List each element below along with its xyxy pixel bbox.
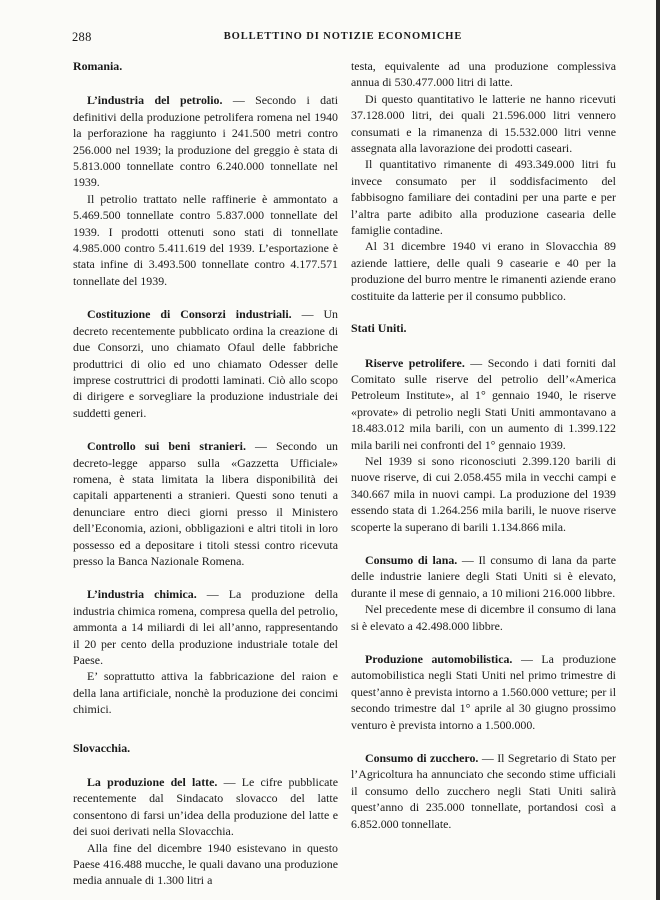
article-consorzi-p1: Costituzione di Consorzi industriali. — Un decreto recentemente pubblicato ordina la creazione di due Consorzi, uno chiamato Ofaul delle fabbriche produttrici di olio ed uno chiamato Odesser delle imprese costruttrici di prodotti laminati. Ciò allo scopo di dirigere e sorvegliare la produzione industriale dei suddetti generi.: [73, 307, 338, 420]
article-title-chimica: L’industria chimica.: [87, 587, 197, 602]
article-lana-p2: Nel precedente mese di dicembre il consumo di lana si è elevato a 42.498.000 libbre.: [351, 602, 616, 633]
article-petrolio-p1: L’industria del petrolio. — Secondo i dati definitivi della produzione petrolifera romena nel 1940 la perforazione ha raggiunto i 241.500 metri contro 256.000 nel 1939; la produzione del greggio è stata di 5.813.000 tonnellate contro 6.240.000 tonnellate nel 1939.: [73, 93, 338, 190]
article-latte-p1: La produzione del latte. — Le cifre pubblicate recentemente dal Sindacato slovacco del latte consentono di farsi un’idea della produzione del latte e dei suoi derivati nella Slovacchia.: [73, 775, 338, 839]
article-zucchero-p1: Consumo di zucchero. — Il Segretario di Stato per l’Agricoltura ha annunciato che secondo stime ufficiali il consumo dello zucchero negli Stati Uniti salirà quest’anno di 235.000 tonnellate, portandosi così a 6.852.000 tonnellate.: [351, 751, 617, 831]
section-title-romania: Romania.: [73, 59, 123, 73]
page-edge: [656, 0, 660, 900]
article-title-consorzi: Costituzione di Consorzi industriali.: [87, 307, 292, 322]
article-latte-p5: Al 31 dicembre 1940 vi erano in Slovacchia 89 aziende lattiere, delle quali 9 casearie e 40 per la produzione del burro mentre le rimanenti aziende erano costituite da latterie per il consumo pubblico.: [351, 239, 616, 303]
article-title-riserve: Riserve petrolifere.: [365, 355, 465, 370]
article-riserve-p2: Nel 1939 si sono riconosciuti 2.399.120 barili di nuove riserve, di cui 2.058.455 mila in vecchi campi e 340.667 mila in nuovi campi. La produzione del 1939 essendo stata di 1.264.256 mila barili, le nuove riserve scoperte la superano di barili 1.134.866 mila.: [351, 453, 616, 534]
article-controllo-p1: Controllo sui beni stranieri. — Secondo un decreto-legge apparso sulla «Gazzetta Ufficiale» romena, è stata limitata la libera disponibilità dei capitali appartenenti a stranieri. Questi sono tenuti a denunciare entro dieci giorni presso il Ministero dell’Economia, azioni, obbligazioni e altri titoli in loro possesso ed a depositare i titoli stessi contro ricevuta presso la Banca Nazionale Romena.: [73, 439, 338, 568]
running-title: BOLLETTINO DI NOTIZIE ECONOMICHE: [223, 31, 463, 42]
article-chimica-p1: L’industria chimica. — La produzione della industria chimica romena, compresa quella del petrolio, ammonta a 14 miliardi di lei all’anno, rappresentando il 20 per cento della produzione industriale totale del Paese.: [73, 587, 338, 667]
article-title-auto: Produzione automobilistica.: [365, 652, 513, 666]
page-header: [72, 30, 614, 50]
article-title-lana: Consumo di lana.: [365, 552, 458, 567]
section-title-slovacchia: Slovacchia.: [73, 740, 131, 755]
article-latte-p3: Di questo quantitativo le latterie ne hanno ricevuti 37.128.000 litri, dei quali 21.596.000 litri vennero consumati e la rimanenza di 15.532.000 litri venne assegnata alla lavorazione dei prodotti caseari.: [351, 91, 616, 156]
article-auto-p1: Produzione automobilistica. — La produzione automobilistica negli Stati Uniti nel primo trimestre di quest’anno è prevista intorno a 1.560.000 vetture; per il secondo trimestre dal 1° aprile al 30 giugno prossimo venturo è prevista intorno a 1.500.000.: [351, 652, 617, 732]
right-column: [351, 58, 616, 832]
article-petrolio-p2: Il petrolio trattato nelle raffinerie è ammontato a 5.469.500 tonnellate contro 5.837.000 tonnellate del 1939. I prodotti ottenuti sono stati di tonnellate 4.985.000 contro 5.411.619 del 1939. L’esportazione è stata infine di 3.493.500 tonnellate contro 4.177.571 tonnellate del 1939.: [73, 191, 338, 288]
article-chimica-p2: E’ soprattutto attiva la fabbricazione del raion e della lana artificiale, nonchè la produzione dei concimi chimici.: [73, 669, 338, 717]
left-column: [73, 58, 338, 889]
section-title-stati-uniti: Stati Uniti.: [351, 321, 407, 336]
article-riserve-p1: Riserve petrolifere. — Secondo i dati forniti dal Comitato sulle riserve del petrolio dell’«America Petroleum Institute», al 1° gennaio 1940, le riserve «provate» di petrolio negli Stati Uniti ammontavano a 18.483.012 mila barili, con un aumento di 1.399.122 mila barili nei confronti del 1° gennaio 1939.: [351, 355, 616, 452]
page-number: 288: [72, 30, 92, 44]
article-title-zucchero: Consumo di zucchero.: [365, 751, 479, 766]
article-title-petrolio: L’industria del petrolio.: [87, 93, 223, 108]
article-latte-p4: Il quantitativo rimanente di 493.349.000 litri fu invece consumato per il soddisfacimento del fabbisogno familiare dei contadini per una parte e per l’altra parte adibito alla produzione casearia delle famiglie contadine.: [351, 157, 616, 238]
article-latte-p2-continued: testa, equivalente ad una produzione complessiva annua di 530.477.000 litri di latte.: [351, 59, 616, 90]
article-latte-p2: Alla fine del dicembre 1940 esistevano in questo Paese 416.488 mucche, le quali davano una produzione media annuale di 1.300 litri a: [73, 840, 338, 888]
article-title-controllo: Controllo sui beni stranieri.: [87, 439, 246, 454]
article-lana-p1: Consumo di lana. — Il consumo di lana da parte delle industrie laniere degli Stati Uniti si è elevato, durante il mese di gennaio, a 10 milioni 216.000 libbre.: [351, 552, 616, 600]
article-title-latte: La produzione del latte.: [87, 775, 218, 790]
